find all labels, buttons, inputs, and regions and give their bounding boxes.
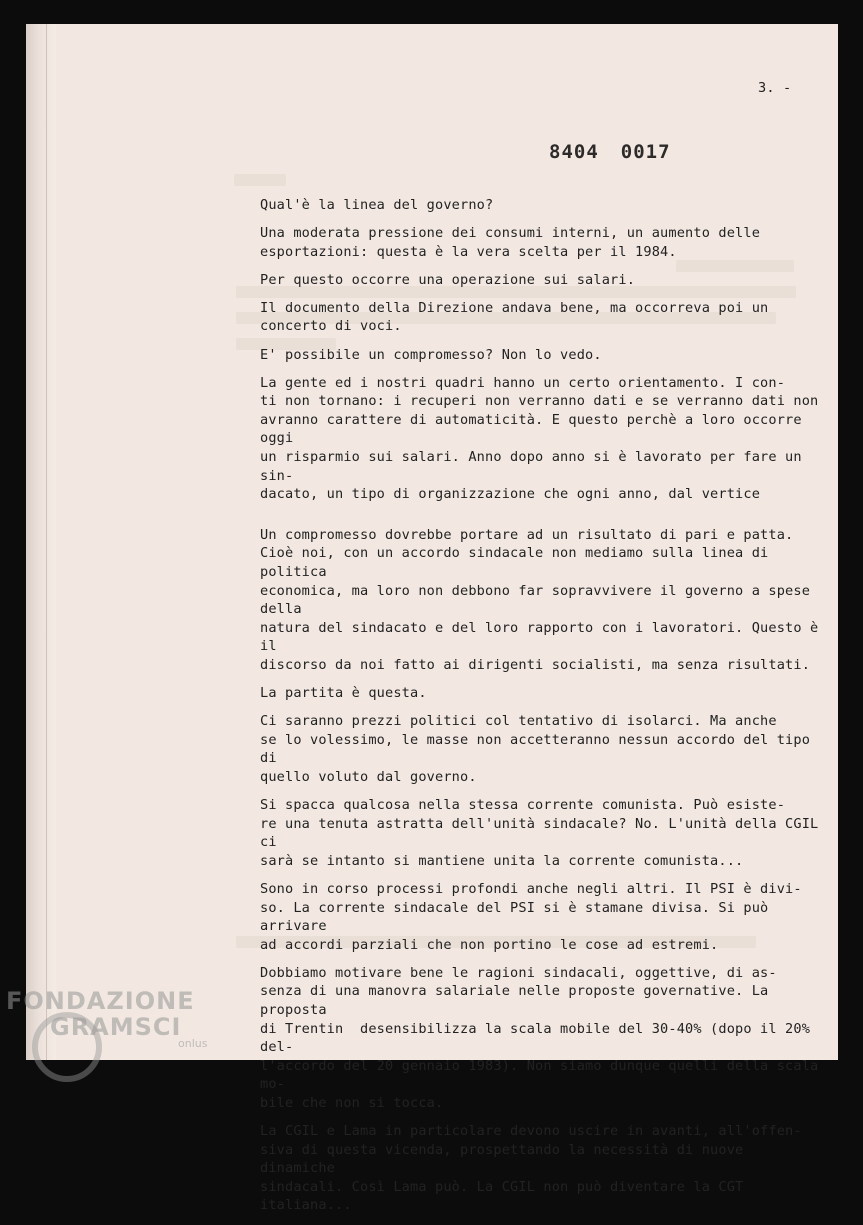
watermark-line-1: FONDAZIONE [6,987,195,1015]
archive-stamp [549,141,671,163]
paragraph: Un compromesso dovrebbe portare ad un risultato di pari e patta. Cioè noi, con un accordo sindacale non mediamo sulla linea di politica economica, ma loro non debbono far sopravvivere il governo a spese della natura del sindacato e del loro rapporto con i lavoratori. Questo è il discorso da noi fatto ai dirigenti socialisti, ma senza risultati. [260,526,819,673]
stamp-number-2: 0017 [620,141,671,163]
paragraph: La partita è questa. [260,685,427,702]
paragraph: E' possibile un compromesso? Non lo vedo. [260,346,602,363]
page-number: 3. - [758,80,792,96]
paragraph: La gente ed i nostri quadri hanno un certo orientamento. I con- ti non tornano: i recuperi non verranno dati e se verranno dati non avranno carattere di automaticità. E questo perchè a loro occorre oggi un risparmio sui salari. Anno dopo anno si è lavorato per fare un sin- dacato, un tipo di organizzazione che ogni anno, dal vertice [260,374,819,503]
document-page [26,24,838,1214]
paragraph: Si spacca qualcosa nella stessa corrente comunista. Può esiste- re una tenuta astratta dell'unità sindacale? No. L'unità della CGIL ci sarà se intanto si mantiene unita la corrente comunista... [260,797,819,869]
paragraph: Dobbiamo motivare bene le ragioni sindacali, oggettive, di as- senza di una manovra salariale nelle proposte governative. La proposta di Trentin desensibilizza la scala mobile del 30-40% (dopo il 20% del- l'accordo del 20 gennaio 1983). Non siamo dunque quelli della scala mo- bile che non si tocca. [260,964,819,1111]
watermark-line-3: onlus [178,1037,208,1050]
paragraph: Qual'è la linea del governo? [260,197,494,213]
paragraph: Sono in corso processi profondi anche negli altri. Il PSI è divi- so. La corrente sindacale del PSI si è stamane divisa. Si può arrivare ad accordi parziali che non portino le cose ad estremi. [260,880,802,953]
bleed-through-mark [234,174,286,186]
page-fold-shadow [26,24,56,1060]
paragraph: Il documento della Direzione andava bene, ma occorreva poi un concerto di voci. [260,299,769,335]
paragraph: Una moderata pressione dei consumi interni, un aumento delle esportazioni: questa è la vera scelta per il 1984. [260,225,761,260]
paragraph: La CGIL e Lama in particolare devono uscire in avanti, all'offen- siva di questa vicenda, prospettando la necessità di nuove dinamiche sindacali. Così Lama può. La CGIL non può diventare la CGT italiana... [260,1123,802,1214]
paragraph: Per questo occorre una operazione sui salari. [260,271,636,288]
page-edge [46,24,47,1060]
watermark-line-2: GRAMSCI [50,1013,182,1041]
document-body [260,196,820,1225]
stamp-number-1: 8404 [549,141,599,163]
paragraph: Ci saranno prezzi politici col tentativo di isolarci. Ma anche se lo volessimo, le masse non accetteranno nessun accordo del tipo di quello voluto dal governo. [260,713,811,785]
watermark [6,987,207,1050]
